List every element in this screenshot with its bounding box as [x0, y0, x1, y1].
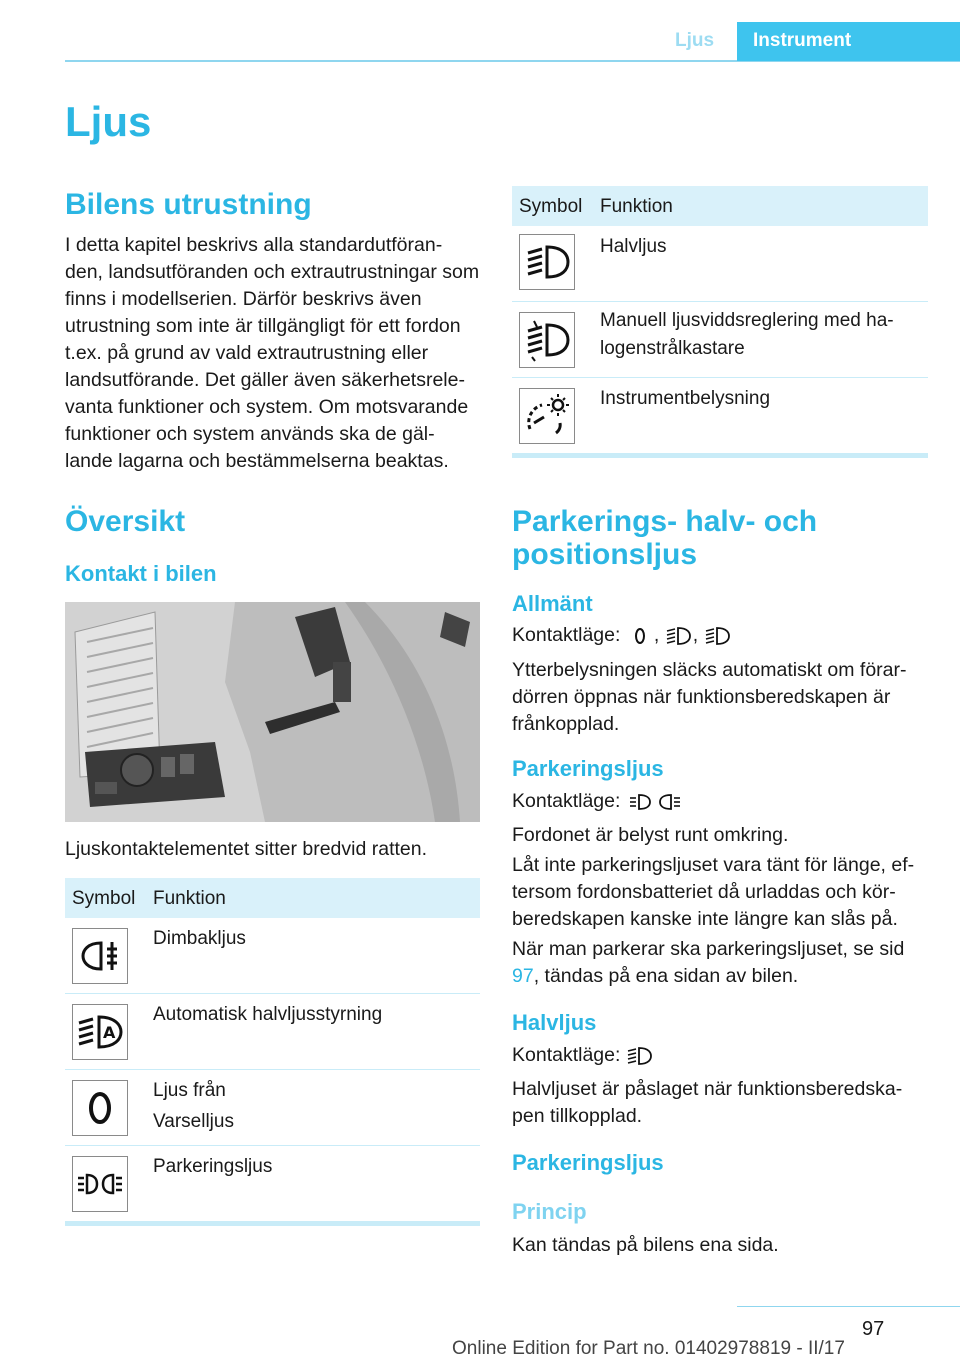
edition-line: Online Edition for Part no. 01402978819 - II/17 — [452, 1338, 845, 1359]
general-contact-line — [512, 622, 932, 649]
low-beam-contact-line — [512, 1042, 932, 1069]
general-heading: Allmänt — [512, 591, 593, 616]
table-header — [65, 878, 480, 918]
col-symbol: Symbol — [72, 888, 136, 909]
left-symbol-table — [65, 878, 480, 1228]
header-chapter-tab — [737, 22, 960, 61]
table-row — [512, 226, 928, 302]
low-beam-heading: Halvljus — [512, 1010, 597, 1035]
light-switch-illustration — [65, 602, 480, 822]
svg-text:A: A — [103, 1023, 116, 1042]
header-section-label: Ljus — [675, 30, 715, 51]
function-text: Automatisk halvljusstyrning — [153, 1004, 383, 1025]
col-function: Funktion — [153, 888, 226, 909]
equipment-text: I detta kapitel beskrivs alla standardutföran‐den, landsutföranden och extrautrustningar som finns i modellserien. Därför beskrivs även utrustning som inte är tillgängligt för ett fordon t.ex. på grund av vald extrautrustning eller landsutförande. Det gäller även säkerhetsrele‐vanta funktioner och system. Om motsvarande funktioner och system används ska de gäl‐lande lagarna och bestämmelserna beaktas. — [65, 234, 480, 472]
page-reference-link[interactable]: 97 — [512, 965, 534, 987]
table-row — [65, 918, 480, 994]
table-row — [65, 994, 480, 1070]
table-row — [512, 302, 928, 378]
parking-text3-end: , tändas på ena sidan av bilen. — [533, 965, 799, 987]
right-symbol-table — [512, 186, 928, 461]
parking-light-heading: Parkeringsljus — [512, 756, 664, 781]
principle-text: Kan tändas på bilens ena sida. — [512, 1234, 779, 1256]
light-switch-photo — [65, 602, 480, 822]
headlight-range-icon — [519, 312, 575, 368]
parking-section-heading: Parkerings- halv- och positionsljus — [512, 505, 818, 571]
principle-heading: Princip — [512, 1199, 587, 1224]
table-bottom-rule — [512, 453, 928, 458]
function-text: Instrumentbelysning — [600, 388, 771, 409]
low-beam-icon — [665, 624, 693, 648]
parking-light-icon — [72, 1156, 128, 1212]
footer-rule — [737, 1306, 960, 1307]
header-chapter-label: Instrument — [753, 30, 852, 51]
function-text: Dimbakljus — [153, 928, 246, 949]
low-beam-icon — [519, 234, 575, 290]
low-beam-contact-label: Kontaktläge: — [512, 1044, 621, 1066]
separator: , — [692, 624, 699, 646]
parking-contact-line — [512, 788, 932, 815]
col-function: Funktion — [600, 196, 673, 217]
table-row — [65, 1146, 480, 1221]
low-beam-icon — [626, 1044, 654, 1068]
equipment-heading: Bilens utrustning — [65, 188, 312, 221]
separator: , — [653, 624, 660, 646]
instrument-lighting-icon — [519, 388, 575, 444]
parking-text2: Låt inte parkeringsljuset vara tänt för länge, ef‐tersom fordonsbatteriet då urladdas och kör‐beredskapen kanske inte längre kan slås på. — [512, 854, 915, 930]
parking-text3-start: När man parkerar ska parkeringsljuset, se sid — [512, 938, 905, 960]
function-text: Halvljus — [600, 236, 667, 257]
table-header — [512, 186, 928, 226]
function-text-secondary: Varselljus — [153, 1111, 234, 1132]
parking-text3 — [512, 936, 932, 990]
auto-low-beam-icon — [72, 1004, 128, 1060]
parking-contact-label: Kontaktläge: — [512, 790, 621, 812]
low-beam-text: Halvljuset är påslaget när funktionsberedska‐pen tillkopplad. — [512, 1078, 903, 1127]
overview-heading: Översikt — [65, 505, 186, 538]
parking-light-icon — [626, 790, 686, 814]
photo-caption: Ljuskontaktelementet sitter bredvid ratten. — [65, 838, 428, 860]
rear-fog-light-icon — [72, 928, 128, 984]
lights-off-zero-icon — [72, 1080, 128, 1136]
function-text: Ljus från — [153, 1080, 226, 1101]
table-row — [512, 378, 928, 453]
function-text: Parkeringsljus — [153, 1156, 273, 1177]
page-title: Ljus — [65, 98, 152, 145]
page-number: 97 — [862, 1318, 885, 1340]
auto-low-beam-icon — [704, 624, 732, 648]
function-text: Manuell ljusviddsreglering med ha‐logenstrålkastare — [600, 310, 894, 359]
contact-heading: Kontakt i bilen — [65, 561, 217, 586]
lights-off-zero-icon — [626, 624, 654, 648]
table-row — [65, 1070, 480, 1146]
parking-light-heading-2: Parkeringsljus — [512, 1150, 664, 1175]
general-text: Ytterbelysningen släcks automatiskt om förar‐dörren öppnas när funktionsberedskapen är frånkopplad. — [512, 659, 907, 735]
col-symbol: Symbol — [519, 196, 583, 217]
parking-text1: Fordonet är belyst runt omkring. — [512, 824, 789, 846]
table-bottom-rule — [65, 1221, 480, 1226]
general-contact-label: Kontaktläge: — [512, 624, 621, 646]
